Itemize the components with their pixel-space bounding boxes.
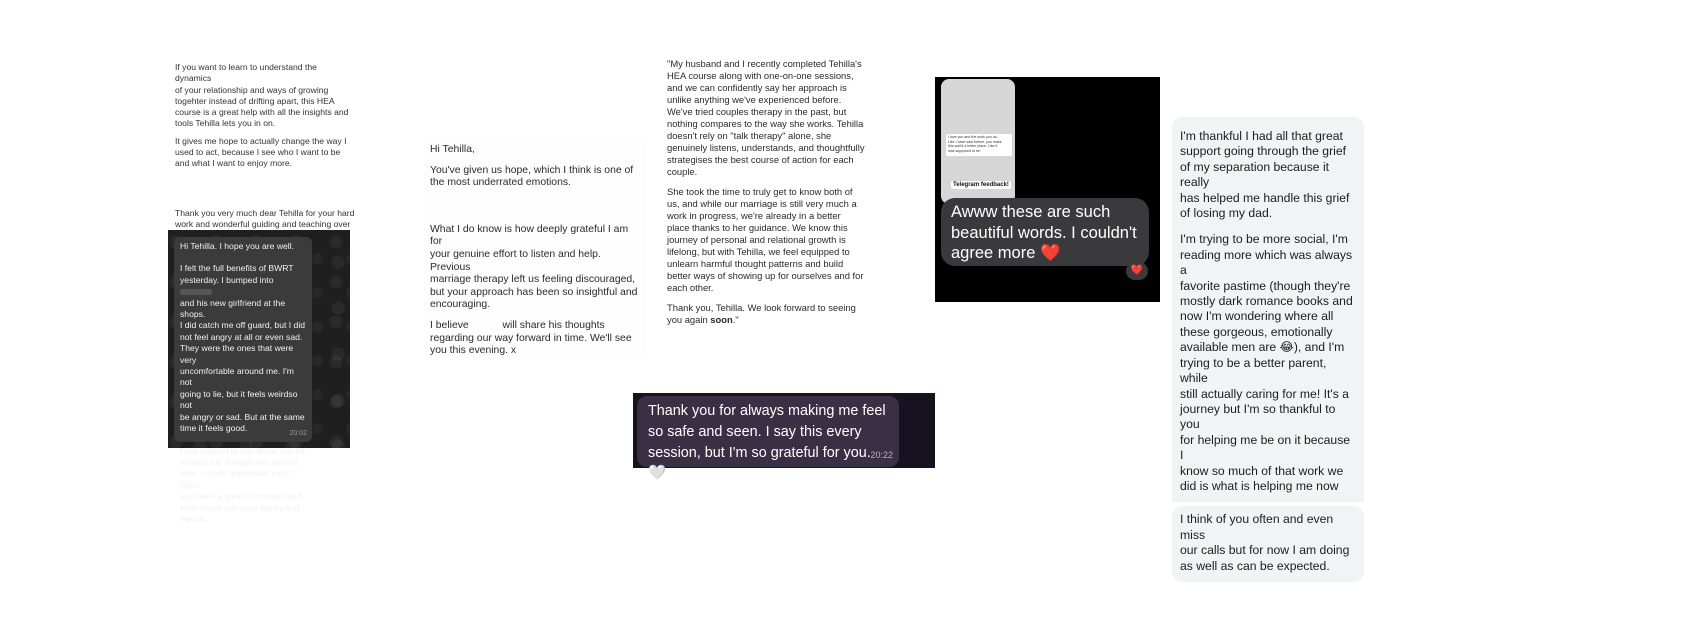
thumbnail-label: Telegram feedback! xyxy=(953,182,1009,188)
letter-card xyxy=(424,140,646,358)
testimonial-paragraph: If you want to learn to understand the dynamics of your relationship and ways of growing togehter instead of drifting apart, this HEA course is a great help with all the insights and tools Tehilla lets you in on. xyxy=(175,62,349,129)
message-bubble xyxy=(174,237,312,524)
imessage-thread xyxy=(1172,117,1364,582)
testimonial-card-hea xyxy=(175,62,355,242)
message-bubble xyxy=(1172,506,1364,582)
whatsapp-screenshot xyxy=(168,230,350,524)
message-bubble xyxy=(941,198,1149,266)
testimonial-paragraph: "My husband and I recently completed Tehilla's HEA course along with one-on-one sessions, and we can confidently say her approach is unlike anything we've experienced before. We've tried couples therapy in the past, but nothing compares to the way she works. Tehilla doesn't rely on "talk therapy" alone, she genuinely listens, understands, and thoughtfully strategises the best course of action for each couple. xyxy=(667,58,865,177)
testimonial-paragraph: She took the time to truly get to know both of us, and while our marriage is still very much a work in progress, we're already in a better place thanks to her guidance. We know this journey of personal and relational growth is lifelong, but with Tehilla, we feel equipped to unlearn harmful thought patterns and build better ways of showing up for ourselves and for each other. xyxy=(667,186,864,293)
message-text: I'm trying to be more social, I'm reading more which was always a favorite pastime (though they're mostly dark romance books and now I'm wondering where all these gorgeous, emotionally available men are 😂), and I'm trying to be a better parent, while still actually caring for me! It's a journey but I'm so thankful to you for helping me be on it because I know so much of that work we did is what is helping me now xyxy=(1180,232,1353,493)
message-text: I just wanted to say thank you for helping me through this difficult year. I really appreciate you. I hope you have a good Christmas and New Years with your family and friends. xyxy=(180,445,306,524)
letter-paragraph: What I do know is how deeply grateful I am for your genuine effort to listen and help. Previous marriage therapy left us feeling discouraged, but your approach has been so insightful and encouraging. xyxy=(430,223,638,311)
message-text: I'm thankful I had all that great support going through the grief of my separation because it really has helped me handle this grief of losing my dad. xyxy=(1180,129,1350,221)
message-text: Awww these are such beautiful words. I couldn't agree more ❤️ xyxy=(951,203,1137,262)
letter-paragraph: I believe will share his thoughts regarding our way forward in time. We'll see you this evening. x xyxy=(430,319,632,357)
redacted-name xyxy=(180,289,212,295)
message-text: I think of you often and even miss our calls but for now I am doing as well as can be expected. xyxy=(1180,512,1350,573)
message-bubble xyxy=(637,396,899,482)
message-greeting: Hi Tehilla. I hope you are well. xyxy=(180,241,295,251)
thumbnail-message: I love you and the work you do. Like I have said before, you make this world a better place. Like it was supposed to be. xyxy=(946,134,1012,156)
testimonial-paragraph: Thank you, Tehilla. We look forward to seeing you again soon." xyxy=(667,302,856,325)
message-text: Thank you for always making me feel so safe and seen. I say this every session, but I'm so grateful for you. 🤍 xyxy=(648,403,886,482)
message-timestamp: 20:22 xyxy=(870,450,893,461)
feedback-thumbnail xyxy=(941,79,1015,204)
telegram-screenshot-dark xyxy=(633,393,935,482)
letter-greeting: Hi Tehilla, xyxy=(430,144,475,155)
testimonial-paragraph: It gives me hope to actually change the way I used to act, because I see who I want to be and what I want to enjoy more. xyxy=(175,135,347,169)
message-bubble xyxy=(1172,117,1364,502)
heart-reaction-icon[interactable]: ❤️ xyxy=(1126,262,1148,280)
testimonial-card-quote xyxy=(667,58,867,326)
letter-paragraph: You've given us hope, which I think is one of the most underrated emotions. xyxy=(430,164,634,189)
telegram-screenshot xyxy=(935,77,1160,302)
message-timestamp: 20:02 xyxy=(289,429,307,437)
testimonial-paragraph: Thank you very much dear Tehilla for your hard work and wonderful guiding and teaching over xyxy=(175,207,355,229)
message-text: I felt the full benefits of BWRT yesterday. I bumped into and his new girlfriend at the shops. I did catch me off guard, but I did not feel angry at all or even sad. They were the ones that were very uncomfortable around me. I'm not going to lie, but it feels weirdso not be angry or sad. But at the same time it feels good. xyxy=(180,263,306,434)
